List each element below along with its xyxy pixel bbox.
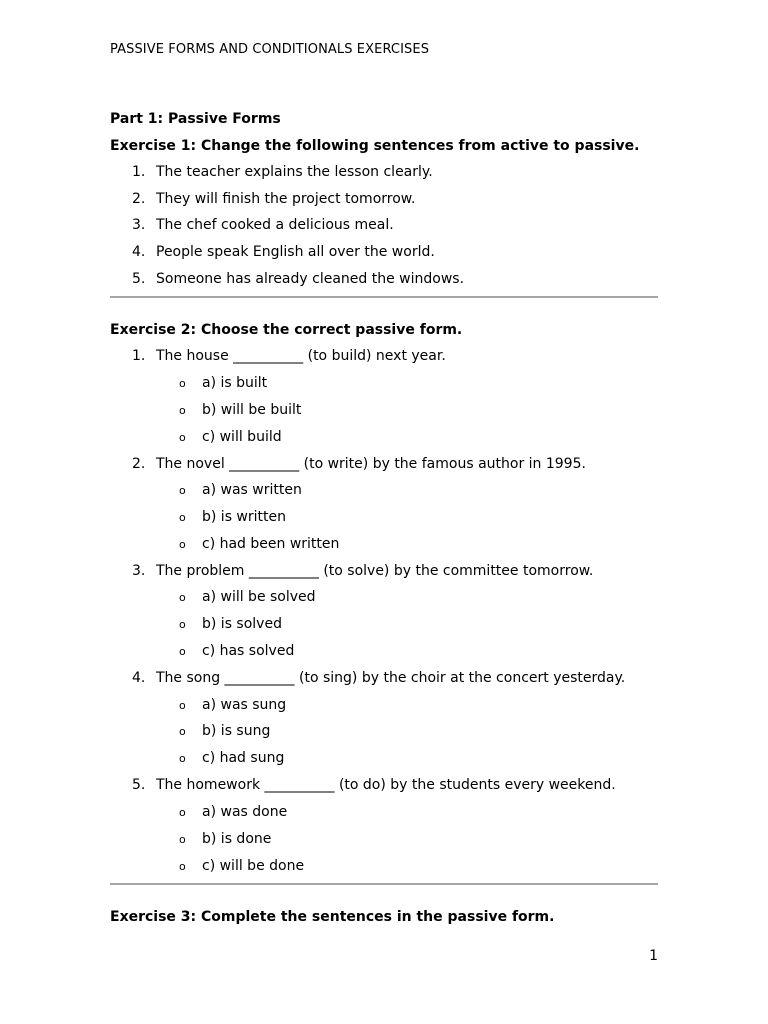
option-item [156, 857, 658, 875]
bullet-icon: o [179, 404, 186, 418]
item-number: 4. [132, 244, 146, 261]
option-item [156, 749, 658, 767]
exercise-1-list [110, 163, 658, 288]
bullet-icon: o [179, 591, 186, 605]
option-text: b) will be built [202, 402, 302, 419]
exercise-1-item [110, 216, 658, 234]
item-number: 1. [132, 348, 146, 365]
option-text: b) is sung [202, 723, 271, 740]
option-item [156, 374, 658, 392]
option-list [156, 803, 658, 875]
exercise-2-item [110, 455, 658, 553]
item-text: The chef cooked a delicious meal. [156, 217, 394, 234]
option-item [156, 830, 658, 848]
bullet-icon: o [179, 805, 186, 819]
bullet-icon: o [179, 752, 186, 766]
item-number: 1. [132, 164, 146, 180]
item-text: The song __________ (to sing) by the choir at the concert yesterday. [156, 669, 626, 686]
item-text: They will finish the project tomorrow. [156, 190, 416, 207]
option-list [156, 481, 658, 553]
bullet-icon: o [179, 430, 186, 444]
exercise-2-item [110, 347, 658, 445]
item-number: 5. [132, 270, 146, 287]
item-text: The novel __________ (to write) by the famous author in 1995. [156, 455, 586, 472]
option-list [156, 696, 658, 768]
bullet-icon: o [179, 859, 186, 873]
item-text: Someone has already cleaned the windows. [156, 270, 465, 287]
exercise-2-title: Exercise 2: Choose the correct passive form. [110, 322, 463, 339]
option-item [156, 642, 658, 660]
exercise-2-list [110, 347, 658, 874]
option-item [156, 696, 658, 714]
option-text: a) was done [202, 803, 288, 820]
item-text: People speak English all over the world. [156, 244, 435, 261]
bullet-icon: o [179, 725, 186, 739]
exercise-2-item [110, 669, 658, 767]
exercise-1-item [110, 163, 658, 181]
option-item [156, 428, 658, 446]
bullet-icon: o [179, 377, 186, 391]
item-text: The house __________ (to build) next year. [156, 348, 446, 365]
option-item [156, 615, 658, 633]
option-text: c) will build [202, 428, 282, 445]
exercise-3-title: Exercise 3: Complete the sentences in the passive form. [110, 909, 555, 926]
bullet-icon: o [179, 618, 186, 632]
bullet-icon: o [179, 484, 186, 498]
item-number: 3. [132, 562, 146, 579]
option-text: c) will be done [202, 857, 305, 874]
item-text: The homework __________ (to do) by the students every weekend. [156, 777, 616, 794]
item-number: 4. [132, 669, 146, 686]
option-text: a) was sung [202, 696, 287, 713]
option-item [156, 535, 658, 553]
document-body [110, 110, 658, 934]
section-divider [110, 883, 658, 885]
exercise-1-item [110, 243, 658, 261]
item-number: 3. [132, 217, 146, 234]
bullet-icon: o [179, 698, 186, 712]
bullet-icon: o [179, 511, 186, 525]
exercise-1-item [110, 190, 658, 208]
bullet-icon: o [179, 645, 186, 659]
option-text: a) is built [202, 375, 268, 392]
item-number: 5. [132, 777, 146, 794]
item-text: The problem __________ (to solve) by the committee tomorrow. [156, 562, 594, 579]
bullet-icon: o [179, 832, 186, 846]
option-text: c) had sung [202, 750, 285, 767]
page-number: 1 [649, 948, 658, 964]
option-list [156, 374, 658, 446]
option-text: c) has solved [202, 643, 295, 660]
option-item [156, 722, 658, 740]
document-header: PASSIVE FORMS AND CONDITIONALS EXERCISES [110, 42, 430, 57]
option-text: a) was written [202, 482, 302, 499]
option-text: c) had been written [202, 536, 340, 553]
exercise-2-item [110, 562, 658, 660]
option-text: b) is written [202, 509, 286, 526]
option-item [156, 508, 658, 526]
part-1-title: Part 1: Passive Forms [110, 111, 281, 127]
exercise-2-item [110, 776, 658, 874]
option-item [156, 401, 658, 419]
item-number: 2. [132, 190, 146, 207]
item-text: The teacher explains the lesson clearly. [156, 164, 433, 180]
option-text: b) is done [202, 830, 272, 847]
exercise-1-title: Exercise 1: Change the following sentences from active to passive. [110, 138, 640, 154]
document-page [110, 0, 658, 1024]
option-item [156, 481, 658, 499]
exercise-1-item [110, 270, 658, 288]
option-list [156, 588, 658, 660]
option-item [156, 588, 658, 606]
option-text: a) will be solved [202, 589, 316, 606]
option-text: b) is solved [202, 616, 282, 633]
bullet-icon: o [179, 538, 186, 552]
item-number: 2. [132, 455, 146, 472]
option-item [156, 803, 658, 821]
section-divider [110, 296, 658, 298]
